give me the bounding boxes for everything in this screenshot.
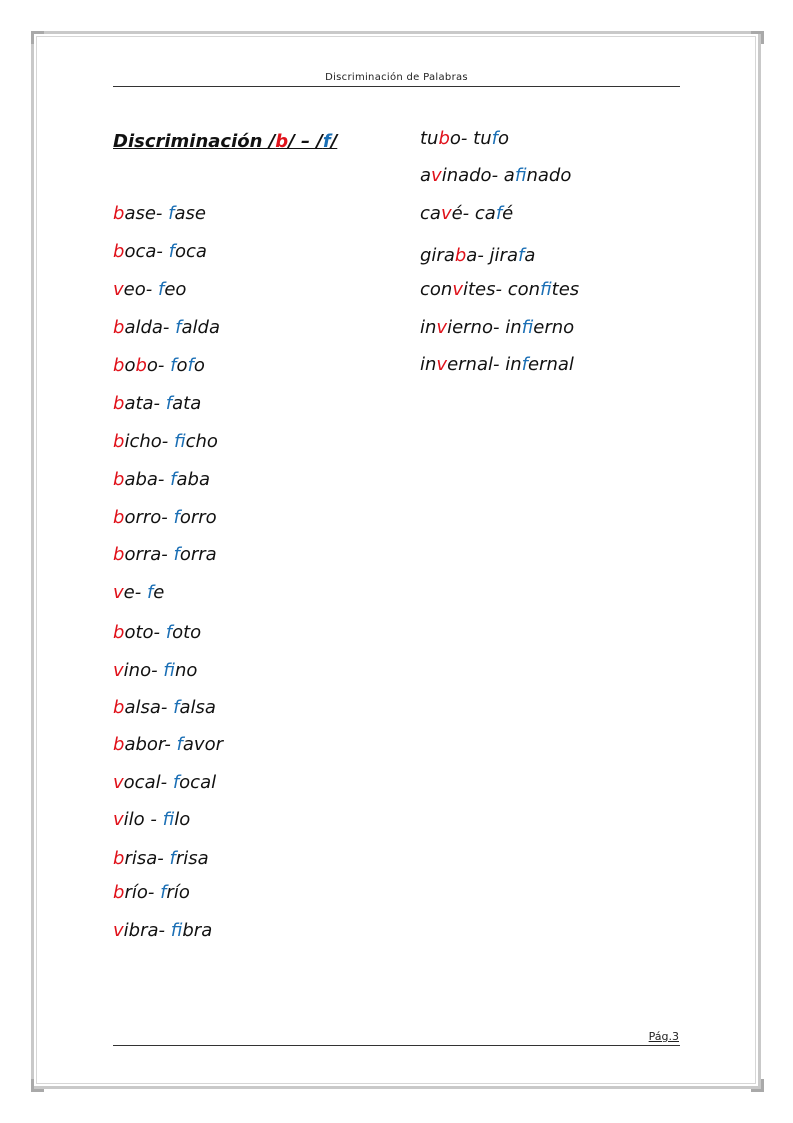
word-fragment: ocal xyxy=(179,772,217,793)
word-fragment: ase- xyxy=(124,203,169,224)
word-fragment: ilo - xyxy=(123,809,163,830)
word-fragment: ernal xyxy=(527,354,574,375)
word-fragment: aba xyxy=(176,469,210,490)
word-fragment: ites- con xyxy=(462,279,541,300)
letter-b-v: v xyxy=(113,772,124,793)
letter-f: f xyxy=(187,355,194,376)
word-fragment: orra- xyxy=(124,544,174,565)
word-fragment: ites xyxy=(551,279,580,300)
letter-b-v: b xyxy=(438,128,450,149)
word-fragment: e xyxy=(153,582,165,603)
word-fragment: río xyxy=(166,882,190,903)
word-fragment: a xyxy=(524,245,536,266)
word-fragment: / xyxy=(330,131,338,152)
letter-b-v: v xyxy=(113,660,124,681)
word-fragment: ca xyxy=(420,203,441,224)
word-pair xyxy=(420,202,513,226)
word-fragment: ata- xyxy=(124,393,166,414)
word-fragment: alda- xyxy=(124,317,176,338)
letter-f: f xyxy=(173,544,180,565)
word-fragment: oca xyxy=(174,241,207,262)
word-fragment: é- ca xyxy=(451,203,496,224)
word-fragment: alda xyxy=(181,317,220,338)
corner-ornament xyxy=(751,31,764,44)
word-fragment: o xyxy=(124,355,136,376)
word-pair xyxy=(420,127,509,151)
letter-f: f xyxy=(322,131,331,152)
word-fragment: in xyxy=(420,317,437,338)
word-pair xyxy=(113,202,206,226)
letter-f: f xyxy=(173,507,180,528)
word-fragment: río- xyxy=(124,882,161,903)
word-pair xyxy=(420,316,574,340)
word-fragment: / – / xyxy=(288,131,323,152)
word-fragment: eo- xyxy=(123,279,158,300)
letter-f: f xyxy=(514,165,527,186)
word-fragment: ase xyxy=(174,203,206,224)
word-pair xyxy=(113,696,216,720)
letter-b-v: b xyxy=(113,622,125,643)
letter-b-v: v xyxy=(113,809,124,830)
letter-b-v: b xyxy=(113,734,125,755)
letter-f: f xyxy=(169,848,176,869)
word-fragment: con xyxy=(420,279,453,300)
letter-f: f xyxy=(176,734,183,755)
word-pair xyxy=(113,659,197,683)
worksheet-heading xyxy=(113,131,337,152)
word-pair xyxy=(420,353,574,377)
word-fragment: inado- a xyxy=(441,165,515,186)
letter-b-v: b xyxy=(113,544,125,565)
header-title: Discriminación de Palabras xyxy=(325,72,468,83)
header-rule xyxy=(113,86,680,87)
word-fragment: risa- xyxy=(124,848,170,869)
word-fragment: eo xyxy=(164,279,187,300)
word-fragment: tu xyxy=(420,128,439,149)
letter-f: f xyxy=(170,920,183,941)
letter-f: f xyxy=(540,279,552,300)
word-fragment: orra xyxy=(179,544,217,565)
word-fragment: oto xyxy=(172,622,202,643)
word-pair xyxy=(113,808,190,832)
letter-f: f xyxy=(168,203,175,224)
word-fragment: avor xyxy=(182,734,223,755)
letter-b-v: v xyxy=(113,582,124,603)
word-fragment: ocal- xyxy=(123,772,173,793)
word-pair xyxy=(113,278,186,302)
word-fragment: a xyxy=(420,165,432,186)
letter-f: f xyxy=(170,469,177,490)
letter-b-v: b xyxy=(113,848,125,869)
letter-f: f xyxy=(170,355,177,376)
letter-f: f xyxy=(173,431,186,452)
word-pair xyxy=(113,771,216,795)
letter-b-v: b xyxy=(454,245,467,266)
word-fragment: alsa xyxy=(179,697,216,718)
letter-b-v: b xyxy=(113,431,125,452)
word-fragment: ierno xyxy=(533,317,575,338)
letter-b-v: b xyxy=(113,355,125,376)
letter-f: f xyxy=(173,697,180,718)
letter-b-v: b xyxy=(113,697,125,718)
letter-f: f xyxy=(165,622,173,643)
word-fragment: oto- xyxy=(124,622,166,643)
word-pair xyxy=(113,919,212,943)
word-fragment: o xyxy=(176,355,188,376)
letter-b-v: b xyxy=(135,355,147,376)
word-fragment: orro xyxy=(179,507,217,528)
letter-f: f xyxy=(162,809,175,830)
letter-b-v: b xyxy=(113,241,125,262)
letter-b-v: b xyxy=(113,203,125,224)
letter-f: f xyxy=(495,203,503,224)
corner-ornament xyxy=(31,1079,44,1092)
word-pair xyxy=(420,244,535,268)
word-fragment: é xyxy=(502,203,514,224)
word-fragment: ernal- in xyxy=(447,354,522,375)
letter-b-v: b xyxy=(275,131,289,152)
letter-f: f xyxy=(165,393,173,414)
letter-b-v: v xyxy=(436,317,448,338)
letter-b-v: b xyxy=(113,882,125,903)
word-fragment: icho xyxy=(185,431,218,452)
word-fragment: ilo xyxy=(174,809,191,830)
word-fragment: in xyxy=(420,354,437,375)
letter-b-v: v xyxy=(440,203,452,224)
word-fragment: o- tu xyxy=(449,128,492,149)
letter-f: f xyxy=(157,279,165,300)
word-fragment: o xyxy=(497,128,509,149)
letter-b-v: b xyxy=(113,393,125,414)
word-fragment: abor- xyxy=(124,734,177,755)
word-pair xyxy=(113,881,190,905)
word-fragment: ino- xyxy=(123,660,164,681)
letter-b-v: v xyxy=(452,279,463,300)
letter-f: f xyxy=(168,241,175,262)
letter-b-v: v xyxy=(431,165,442,186)
word-fragment: oca- xyxy=(124,241,169,262)
word-fragment: ibra xyxy=(182,920,213,941)
word-fragment: Discriminación / xyxy=(113,131,276,152)
footer-rule xyxy=(113,1045,680,1046)
letter-f: f xyxy=(175,317,182,338)
word-pair xyxy=(113,240,207,264)
letter-b-v: b xyxy=(113,317,125,338)
letter-b-v: v xyxy=(113,279,124,300)
word-fragment: o xyxy=(193,355,205,376)
page-number: Pág.3 xyxy=(648,1030,679,1043)
word-fragment: ibra- xyxy=(123,920,171,941)
word-pair xyxy=(113,468,210,492)
letter-b-v: v xyxy=(436,354,448,375)
letter-b-v: v xyxy=(113,920,124,941)
word-pair xyxy=(113,392,201,416)
corner-ornament xyxy=(751,1079,764,1092)
word-fragment: a- jira xyxy=(466,245,518,266)
word-pair xyxy=(113,316,220,340)
word-fragment: aba- xyxy=(124,469,171,490)
letter-f: f xyxy=(521,317,534,338)
letter-f: f xyxy=(163,660,175,681)
letter-f: f xyxy=(160,882,167,903)
word-pair xyxy=(113,733,223,757)
letter-f: f xyxy=(517,245,525,266)
word-fragment: o- xyxy=(146,355,171,376)
word-pair xyxy=(113,581,164,605)
word-fragment: e- xyxy=(123,582,147,603)
letter-f: f xyxy=(491,128,498,149)
word-fragment: inado xyxy=(526,165,572,186)
word-fragment: risa xyxy=(175,848,209,869)
letter-f: f xyxy=(172,772,180,793)
letter-f: f xyxy=(521,354,528,375)
word-pair xyxy=(113,354,205,378)
word-fragment: icho- xyxy=(124,431,174,452)
word-pair xyxy=(113,430,218,454)
word-pair xyxy=(113,506,217,530)
word-pair xyxy=(420,278,579,302)
word-fragment: gira xyxy=(420,245,455,266)
word-pair xyxy=(113,621,201,645)
corner-ornament xyxy=(31,31,44,44)
word-pair xyxy=(420,164,571,188)
letter-b-v: b xyxy=(113,507,125,528)
word-fragment: ino xyxy=(174,660,198,681)
letter-b-v: b xyxy=(113,469,125,490)
word-pair xyxy=(113,543,217,567)
word-fragment: ata xyxy=(172,393,202,414)
letter-f: f xyxy=(146,582,154,603)
word-fragment: alsa- xyxy=(124,697,174,718)
word-fragment: ierno- in xyxy=(447,317,522,338)
word-pair xyxy=(113,847,209,871)
word-fragment: orro- xyxy=(124,507,174,528)
